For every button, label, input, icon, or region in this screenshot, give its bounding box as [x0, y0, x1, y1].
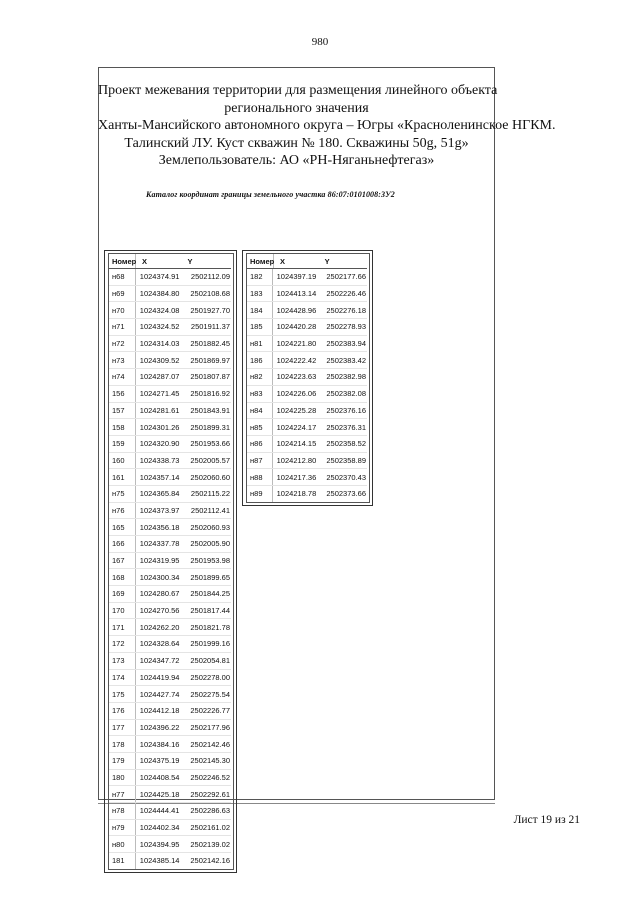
coord-x: 1024320.90 [139, 439, 180, 449]
point-number: н86 [247, 436, 273, 452]
coord-x: 1024225.28 [276, 405, 317, 415]
point-number: н75 [109, 486, 136, 502]
point-number: 165 [109, 519, 136, 535]
table-row [109, 386, 231, 403]
table-row [109, 603, 231, 620]
coord-x: 1024223.63 [276, 372, 317, 382]
coord-x: 1024222.42 [276, 355, 317, 365]
coord-y: 2502139.02 [190, 839, 230, 849]
point-number: 173 [109, 653, 136, 669]
table-row [109, 486, 231, 503]
coord-x: 1024301.26 [139, 422, 180, 432]
coord-y: 2502383.42 [326, 355, 366, 365]
coord-y: 2502060.60 [190, 472, 230, 482]
point-number: 169 [109, 586, 136, 602]
table-row [247, 352, 367, 369]
point-number: н78 [109, 803, 136, 819]
coord-x: 1024425.18 [139, 789, 180, 799]
table-row [109, 436, 231, 453]
coord-y: 2502292.61 [190, 789, 230, 799]
table-row [247, 319, 367, 336]
table-row [109, 736, 231, 753]
coord-y: 2501843.91 [190, 405, 230, 415]
coord-x: 1024226.06 [276, 389, 317, 399]
coord-x: 1024280.67 [139, 589, 180, 599]
coord-x: 1024212.80 [276, 455, 317, 465]
point-number: 183 [247, 286, 273, 302]
coord-y: 2502226.77 [190, 706, 230, 716]
coord-y: 2502177.66 [326, 272, 366, 282]
coord-x: 1024337.78 [139, 539, 180, 549]
coord-x: 1024396.22 [139, 722, 180, 732]
coord-y: 2501844.25 [190, 589, 230, 599]
point-number: н76 [109, 503, 136, 519]
page-number: 980 [311, 36, 329, 48]
table-row [109, 720, 231, 737]
header-y: Y [187, 256, 193, 266]
coord-y: 2501816.92 [190, 389, 230, 399]
point-number: 176 [109, 703, 136, 719]
coord-x: 1024419.94 [139, 672, 180, 682]
coord-x: 1024356.18 [139, 522, 180, 532]
coord-y: 2502142.46 [190, 739, 230, 749]
table-row [109, 786, 231, 803]
point-number: 161 [109, 469, 136, 485]
point-number: н74 [109, 369, 136, 385]
table-row [109, 419, 231, 436]
point-number: н81 [247, 336, 273, 352]
point-number: 170 [109, 603, 136, 619]
coord-x: 1024412.18 [139, 706, 180, 716]
sheet-label: Лист 19 из 21 [513, 814, 580, 826]
coord-y: 2502177.96 [190, 722, 230, 732]
coord-y: 2502278.00 [190, 672, 230, 682]
coord-y: 2502054.81 [190, 656, 230, 666]
coord-x: 1024408.54 [139, 772, 180, 782]
coord-x: 1024413.14 [276, 289, 317, 299]
table-row [247, 269, 367, 286]
table-row [109, 670, 231, 687]
table-row [247, 403, 367, 420]
point-number: 157 [109, 403, 136, 419]
point-number: 168 [109, 569, 136, 585]
coord-x: 1024314.03 [139, 339, 180, 349]
point-number: 159 [109, 436, 136, 452]
table-row [247, 286, 367, 303]
point-number: 186 [247, 352, 273, 368]
point-number: н89 [247, 486, 273, 502]
table-row [109, 352, 231, 369]
coord-y: 2502358.52 [326, 439, 366, 449]
table-row [109, 820, 231, 837]
coord-y: 2502278.93 [326, 322, 366, 332]
table-row [109, 369, 231, 386]
table-row [109, 319, 231, 336]
coord-y: 2502005.90 [190, 539, 230, 549]
table-row [247, 302, 367, 319]
document-title [98, 82, 556, 170]
point-number: 185 [247, 319, 273, 335]
coord-y: 2501807.87 [190, 372, 230, 382]
table-row [109, 536, 231, 553]
coord-x: 1024224.17 [276, 422, 317, 432]
coord-x: 1024420.28 [276, 322, 317, 332]
table-header [247, 254, 367, 269]
table-row [109, 453, 231, 470]
coord-y: 2502112.09 [190, 272, 230, 282]
point-number: н87 [247, 453, 273, 469]
coord-x: 1024262.20 [139, 622, 180, 632]
table-row [109, 519, 231, 536]
table-row [109, 302, 231, 319]
coord-x: 1024324.08 [139, 305, 180, 315]
coord-x: 1024384.16 [139, 739, 180, 749]
point-number: н77 [109, 786, 136, 802]
coord-y: 2501817.44 [190, 606, 230, 616]
coord-y: 2502112.41 [190, 505, 230, 515]
table-row [247, 369, 367, 386]
coord-x: 1024218.78 [276, 489, 317, 499]
coord-x: 1024338.73 [139, 455, 180, 465]
coord-y: 2502382.98 [326, 372, 366, 382]
coord-y: 2501821.78 [190, 622, 230, 632]
table-row [109, 269, 231, 286]
coord-x: 1024214.15 [276, 439, 317, 449]
point-number: 182 [247, 269, 273, 285]
table-row [247, 419, 367, 436]
coord-y: 2502145.30 [190, 756, 230, 766]
coord-x: 1024281.61 [139, 405, 180, 415]
coord-x: 1024384.80 [139, 289, 180, 299]
point-number: 181 [109, 853, 136, 869]
table-row [109, 703, 231, 720]
coordinates-table-left [104, 250, 237, 873]
table-row [109, 403, 231, 420]
point-number: н69 [109, 286, 136, 302]
coord-x: 1024347.72 [139, 656, 180, 666]
coord-x: 1024385.14 [139, 856, 180, 866]
coord-y: 2502286.63 [190, 806, 230, 816]
coord-x: 1024357.14 [139, 472, 180, 482]
point-number: н82 [247, 369, 273, 385]
table-row [109, 569, 231, 586]
coord-x: 1024397.19 [276, 272, 317, 282]
coord-y: 2502060.93 [190, 522, 230, 532]
coord-x: 1024375.19 [139, 756, 180, 766]
table-row [247, 336, 367, 353]
coord-y: 2502226.46 [326, 289, 366, 299]
point-number: н71 [109, 319, 136, 335]
table-row [109, 503, 231, 520]
title-line: Землепользователь: АО «РН-Няганьнефтегаз» [158, 153, 435, 168]
point-number: 158 [109, 419, 136, 435]
table-row [109, 753, 231, 770]
coord-x: 1024427.74 [139, 689, 180, 699]
coord-y: 2501882.45 [190, 339, 230, 349]
coord-x: 1024374.91 [139, 272, 180, 282]
coord-x: 1024324.52 [139, 322, 180, 332]
table-row [109, 619, 231, 636]
table-row [109, 686, 231, 703]
table-header [109, 254, 231, 269]
point-number: 171 [109, 619, 136, 635]
table-row [109, 636, 231, 653]
coord-x: 1024319.95 [139, 556, 180, 566]
coord-y: 2502383.94 [326, 339, 366, 349]
coord-x: 1024444.41 [139, 806, 180, 816]
header-number: Номер [109, 254, 136, 268]
table-row [247, 386, 367, 403]
catalog-title: Каталог координат границы земельного участка 86:07:0101008:ЗУ2 [146, 190, 395, 199]
coord-y: 2501911.37 [190, 322, 230, 332]
coord-y: 2502358.89 [326, 455, 366, 465]
table-row [109, 336, 231, 353]
point-number: 166 [109, 536, 136, 552]
title-line: Проект межевания территории для размещения линейного объекта [98, 83, 498, 98]
header-x: X [280, 256, 286, 266]
coord-x: 1024271.45 [139, 389, 180, 399]
coord-y: 2502370.43 [326, 472, 366, 482]
coord-y: 2502275.54 [190, 689, 230, 699]
table-row [247, 436, 367, 453]
coord-y: 2501999.16 [190, 639, 230, 649]
point-number: 160 [109, 453, 136, 469]
coord-y: 2502382.08 [326, 389, 366, 399]
coord-x: 1024309.52 [139, 355, 180, 365]
point-number: н72 [109, 336, 136, 352]
coord-y: 2501953.98 [190, 556, 230, 566]
table-row [109, 653, 231, 670]
point-number: н88 [247, 469, 273, 485]
point-number: н85 [247, 419, 273, 435]
point-number: 180 [109, 770, 136, 786]
table-row [247, 486, 367, 502]
title-line: Талинский ЛУ. Куст скважин № 180. Скважины 50g, 51g» [124, 135, 469, 151]
table-row [247, 453, 367, 470]
coord-y: 2502005.57 [190, 455, 230, 465]
coord-y: 2502246.52 [190, 772, 230, 782]
coord-y: 2501927.70 [190, 305, 230, 315]
coord-y: 2502161.02 [190, 823, 230, 833]
table-row [109, 853, 231, 869]
coord-x: 1024287.07 [139, 372, 180, 382]
table-row [109, 553, 231, 570]
point-number: 178 [109, 736, 136, 752]
coord-y: 2502376.16 [326, 405, 366, 415]
coordinates-table-right [242, 250, 373, 506]
point-number: 175 [109, 686, 136, 702]
coord-x: 1024402.34 [139, 823, 180, 833]
coord-y: 2502115.22 [190, 489, 230, 499]
table-row [109, 469, 231, 486]
point-number: н83 [247, 386, 273, 402]
point-number: 179 [109, 753, 136, 769]
point-number: 172 [109, 636, 136, 652]
coord-x: 1024217.36 [276, 472, 317, 482]
point-number: н70 [109, 302, 136, 318]
coord-y: 2501899.31 [190, 422, 230, 432]
coord-y: 2502376.31 [326, 422, 366, 432]
point-number: н68 [109, 269, 136, 285]
coord-y: 2502108.68 [190, 289, 230, 299]
header-x: X [142, 256, 148, 266]
coord-y: 2502142.16 [190, 856, 230, 866]
coord-x: 1024394.95 [139, 839, 180, 849]
point-number: 177 [109, 720, 136, 736]
table-row [109, 770, 231, 787]
header-y: Y [324, 256, 330, 266]
coord-x: 1024373.97 [139, 505, 180, 515]
coord-x: 1024221.80 [276, 339, 317, 349]
header-number: Номер [247, 254, 274, 268]
coord-y: 2501899.65 [190, 572, 230, 582]
point-number: н80 [109, 836, 136, 852]
point-number: 167 [109, 553, 136, 569]
table-row [109, 286, 231, 303]
table-row [109, 836, 231, 853]
coord-x: 1024428.96 [276, 305, 317, 315]
coord-x: 1024300.34 [139, 572, 180, 582]
coord-x: 1024270.56 [139, 606, 180, 616]
point-number: н73 [109, 352, 136, 368]
point-number: 174 [109, 670, 136, 686]
coord-y: 2501869.97 [190, 355, 230, 365]
table-row [247, 469, 367, 486]
coord-y: 2501953.66 [190, 439, 230, 449]
title-line: Ханты-Мансийского автономного округа – Югры «Красноленинское НГКМ. [98, 118, 556, 133]
coord-x: 1024365.84 [139, 489, 180, 499]
point-number: 156 [109, 386, 136, 402]
point-number: 184 [247, 302, 273, 318]
coord-y: 2502276.18 [326, 305, 366, 315]
title-line: регионального значения [224, 100, 369, 116]
table-row [109, 803, 231, 820]
point-number: н79 [109, 820, 136, 836]
coord-x: 1024328.64 [139, 639, 180, 649]
coord-y: 2502373.66 [326, 489, 366, 499]
table-row [109, 586, 231, 603]
point-number: н84 [247, 403, 273, 419]
